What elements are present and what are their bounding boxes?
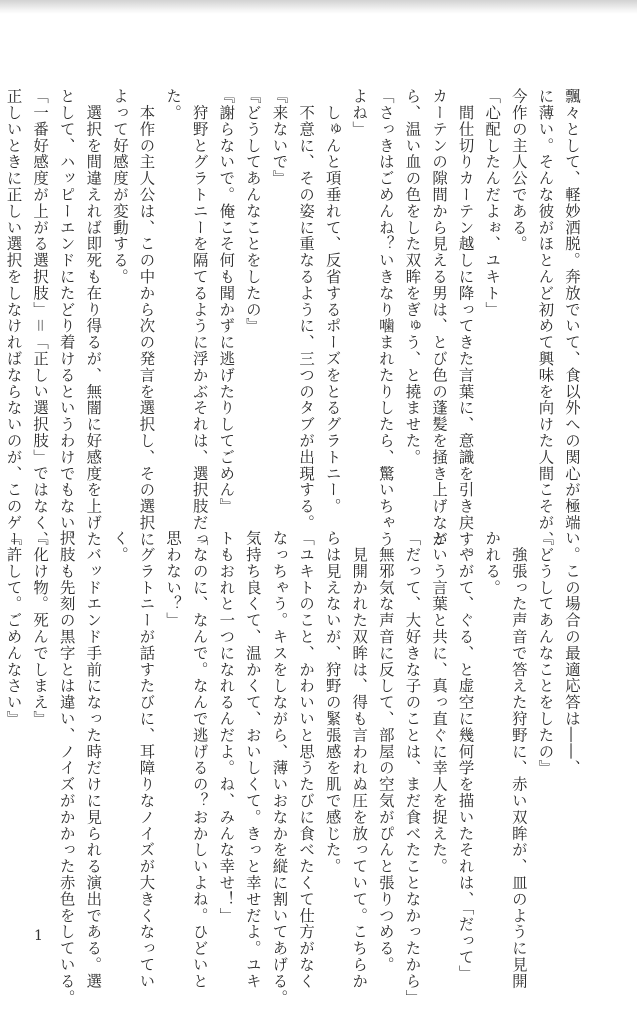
lower-text-line: トもおれと一つになれるんだよ。ね、みんな幸せ！」 (217, 530, 236, 924)
upper-text-line: 「さっきはごめんね？いきなり噛まれたりしたら、驚いちゃう (376, 88, 395, 548)
lower-text-line: 『化け物。死んでしまえ』 (31, 530, 50, 727)
upper-text-line: 『どうしてあんなことをしたの』 (243, 88, 262, 334)
text-block-lower (4, 530, 585, 1006)
upper-text-line: 間仕切りカーテン越しに降ってきた言葉に、意識を引き戻す。 (456, 88, 475, 564)
lower-text-line: 強張った声音で答えた狩野に、赤い双眸が、皿のように見開 (509, 530, 528, 990)
lower-text-line: 見開かれた双眸は、得も言われぬ圧を放っていて。こちらか (350, 530, 369, 990)
upper-text-line: よね」 (350, 88, 369, 138)
lower-text-line: らは見えないが、狩野の緊張感を肌で感じた。 (323, 530, 342, 875)
lower-text-line: く。 (110, 530, 129, 563)
lower-text-line: という言葉と共に、真っ直ぐに幸人を捉えた。 (430, 530, 449, 875)
upper-text-line: 選択を間違えれば即死も在り得るが、無闇に好感度を上げた (84, 88, 103, 548)
upper-text-line: カーテンの隙間から見える男は、とび色の蓬髪を掻き上げなが (430, 88, 449, 548)
upper-text-line: ら、温い血の色をした双眸をぎゅう、と撓ませた。 (403, 88, 422, 466)
lower-text-line: 『どうしてあんなことをしたの』 (536, 530, 555, 776)
upper-text-line: 『謝らないで。俺こそ何も聞かずに逃げたりしてごめん』 (217, 88, 236, 515)
upper-text-line: 『来ないで』 (270, 88, 289, 187)
lower-text-line: 「だって、大好きな子のことは、まだ食べたことなかったから」 (403, 530, 422, 1006)
upper-text-line: として、ハッピーエンドにたどり着けるというわけでもない。 (57, 88, 76, 548)
lower-text-line: 思わない？」 (164, 530, 183, 629)
upper-text-line: た。 (164, 88, 183, 121)
lower-text-line: 『許して。ごめんなさい』 (4, 530, 23, 727)
lower-text-line: い。この場合の最適応答は――、 (563, 530, 581, 776)
page-number: 1 (34, 928, 43, 944)
upper-text-line: 本作の主人公は、この中から次の発言を選択し、その選択に (137, 88, 156, 548)
upper-text-line: 不意に、その姿に重なるように、三つのタブが出現する。 (297, 88, 316, 531)
lower-text-line: 気持ち良くて、温かくて、おいしくて。きっと幸せだよ。ユキ (243, 530, 262, 990)
upper-text-line: 正しいときに正しい選択をしなければならないのが、このゲー (4, 88, 23, 548)
lower-text-line: バッドエンド手前になった時だけに見られる演出である。選 (84, 530, 103, 990)
lower-text-line: 択肢も先刻の黒字とは違い、ノイズがかかった赤色をしている。 (57, 530, 76, 1006)
page-top-edge (0, 0, 637, 14)
upper-text-line: 「一番好感度が上がる選択肢」＝「正しい選択肢」ではなく、 (31, 88, 50, 548)
lower-text-line: かれる。 (483, 530, 502, 596)
upper-text-line: 狩野とグラトニーを隔てるように浮かぶそれは、選択肢だっ (190, 88, 209, 548)
upper-text-line: 「心配したんだよぉ、ユキト」 (483, 88, 502, 318)
lower-text-line: グラトニーが話すたびに、耳障りなノイズが大きくなってい (137, 530, 156, 990)
lower-text-line: 「なのに、なんで。なんで逃げるの？おかしいよね。ひどいと (190, 530, 209, 990)
upper-text-line: よって好感度が変動する。 (110, 88, 129, 285)
upper-text-line: 飄々として、軽妙洒脱。奔放でいて、食以外への関心が極端 (563, 88, 581, 531)
upper-text-line: に薄い。そんな彼がほとんど初めて興味を向けた人間こそが、 (536, 88, 555, 548)
lower-text-line: 無邪気な声音に反して、部屋の空気がぴんと張りつめる。 (376, 530, 395, 973)
lower-text-line: 「ユキトのこと、かわいいと思うたびに食べたくて仕方がなく (297, 530, 316, 990)
upper-text-line: 今作の主人公である。 (509, 88, 528, 252)
lower-text-line: やがて、ぐる、と虚空に幾何学を描いたそれは、「だって」 (456, 530, 475, 982)
lower-text-line: なっちゃう。キスをしながら、薄いおなかを縦に割いてあげる。 (270, 530, 289, 1006)
upper-text-line: しゅんと項垂れて、反省するポーズをとるグラトニー。 (323, 88, 342, 515)
